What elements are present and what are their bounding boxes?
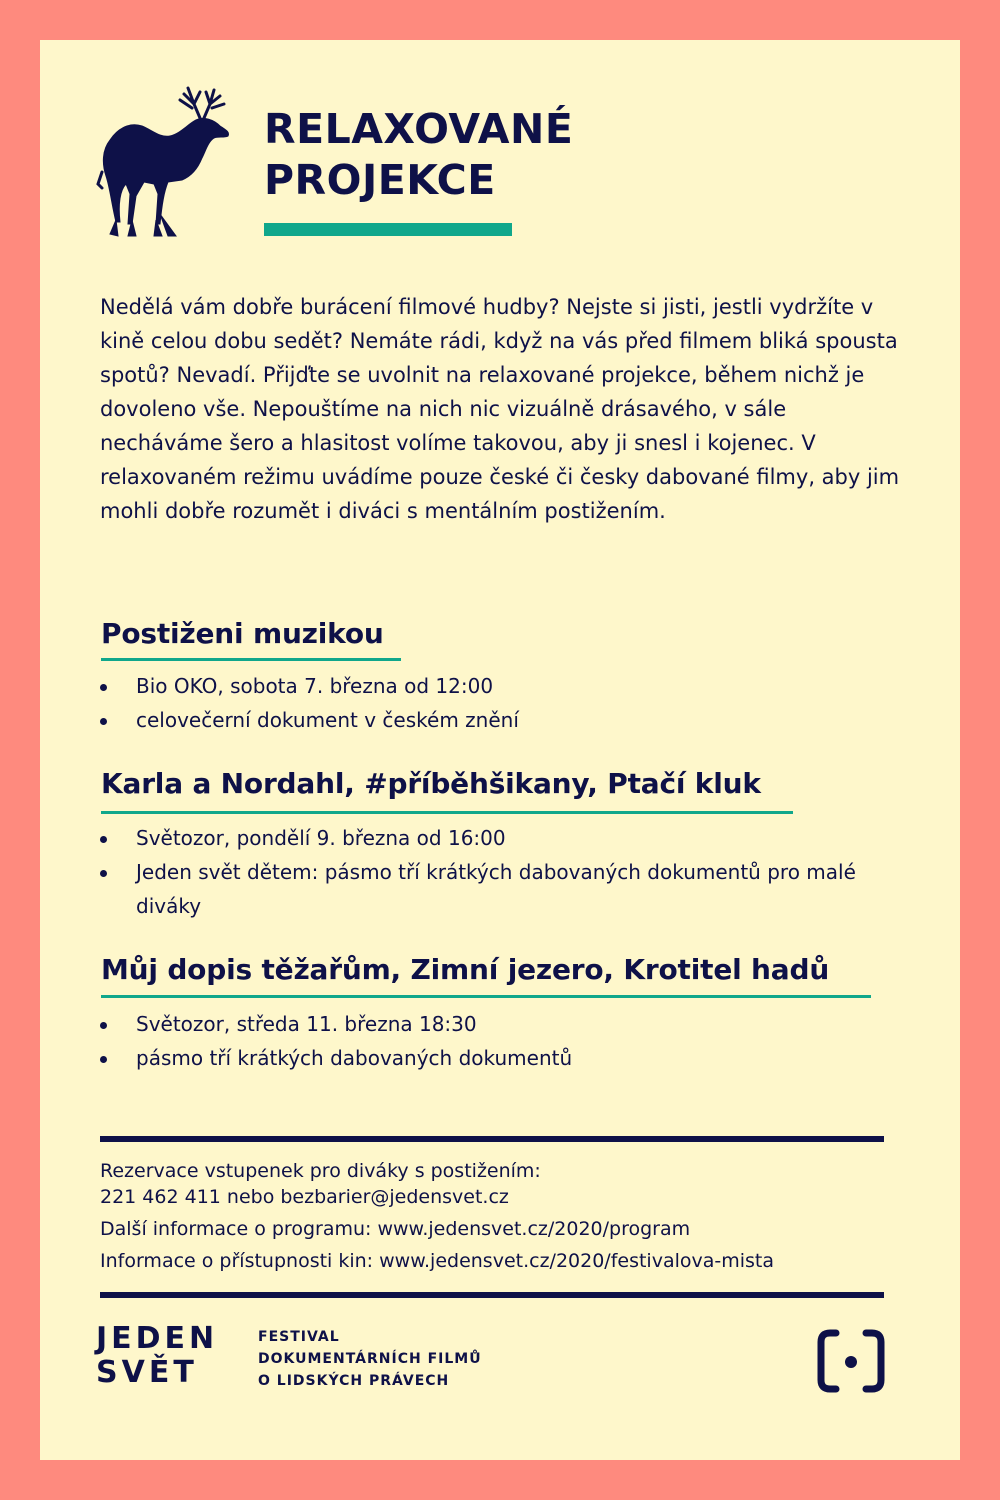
- list-item-text: celovečerní dokument v českém znění: [136, 708, 519, 732]
- list-item: [100, 821, 900, 855]
- reservation-info: [100, 1158, 900, 1210]
- list-item-text: Bio OKO, sobota 7. března od 12:00: [136, 674, 494, 698]
- event-title-2: Karla a Nordahl, #příběhšikany, Ptačí kluk: [101, 767, 761, 800]
- title-line-1: RELAXOVANÉ: [264, 105, 574, 153]
- festival-line-2: DOKUMENTÁRNÍCH FILMŮ: [258, 1351, 482, 1367]
- festival-subtitle: [258, 1326, 482, 1392]
- poster: [40, 40, 960, 1460]
- list-item-text: Světozor, středa 11. března 18:30: [136, 1012, 477, 1036]
- bullet-icon: [100, 870, 107, 877]
- accessibility-info: Informace o přístupnosti kin: www.jedensvet.cz/2020/festivalova-mista: [100, 1250, 775, 1272]
- list-item: [100, 1041, 900, 1075]
- festival-line-1: FESTIVAL: [258, 1329, 340, 1345]
- festival-line-3: O LIDSKÝCH PRÁVECH: [258, 1373, 450, 1389]
- title-line-2: PROJEKCE: [264, 156, 496, 204]
- event-title-3: Můj dopis těžařům, Zimní jezero, Krotitel hadů: [101, 953, 830, 986]
- logo-line-1: JEDEN: [96, 1321, 219, 1356]
- logo-line-2: SVĚT: [96, 1355, 198, 1390]
- program-info: Další informace o programu: www.jedensvet.cz/2020/program: [100, 1218, 691, 1240]
- event-title-3-underline: [101, 995, 871, 998]
- event-2-details: [100, 821, 900, 923]
- reservation-contact: 221 462 411 nebo bezbarier@jedensvet.cz: [100, 1186, 509, 1208]
- divider-top: [100, 1136, 884, 1142]
- event-title-2-underline: [101, 811, 793, 814]
- bullet-icon: [100, 836, 107, 843]
- list-item-text: pásmo tří krátkých dabovaných dokumentů: [136, 1046, 573, 1070]
- deer-icon: [96, 84, 232, 240]
- event-1-details: [100, 669, 900, 737]
- bullet-icon: [100, 1022, 107, 1029]
- intro-paragraph: Nedělá vám dobře burácení filmové hudby? Nejste si jisti, jestli vydržíte v kině celou dobu sedět? Nemáte rádi, když na vás před filmem bliká spousta spotů? Nevadí. Přijďte se uvolnit na relaxované projekce, během nichž je dovoleno vše. Nepouštíme na nich nic vizuálně drásavého, v sále necháváme šero a hlasitost volíme takovou, aby ji snesl i kojenec. V relaxovaném režimu uvádíme pouze české či česky dabované filmy, aby jim mohli dobře rozumět i diváci s mentálním postižením.: [100, 295, 900, 523]
- jeden-svet-logo: [96, 1322, 218, 1390]
- bullet-icon: [100, 718, 107, 725]
- bracket-dot-logo-icon: [816, 1328, 886, 1394]
- list-item-text: Jeden svět dětem: pásmo tří krátkých dabovaných dokumentů pro malé diváky: [136, 860, 856, 918]
- list-item: [100, 1007, 900, 1041]
- event-3-details: [100, 1007, 900, 1075]
- bullet-icon: [100, 684, 107, 691]
- list-item-text: Světozor, pondělí 9. března od 16:00: [136, 826, 506, 850]
- event-title-1: Postiženi muzikou: [101, 617, 384, 650]
- title-underline: [264, 223, 512, 236]
- event-title-1-underline: [101, 658, 401, 661]
- reservation-label: Rezervace vstupenek pro diváky s postižením:: [100, 1160, 541, 1182]
- list-item: [100, 703, 900, 737]
- list-item: [100, 855, 900, 923]
- page-title: [264, 104, 573, 206]
- list-item: [100, 669, 900, 703]
- divider-bottom: [100, 1292, 884, 1298]
- bullet-icon: [100, 1056, 107, 1063]
